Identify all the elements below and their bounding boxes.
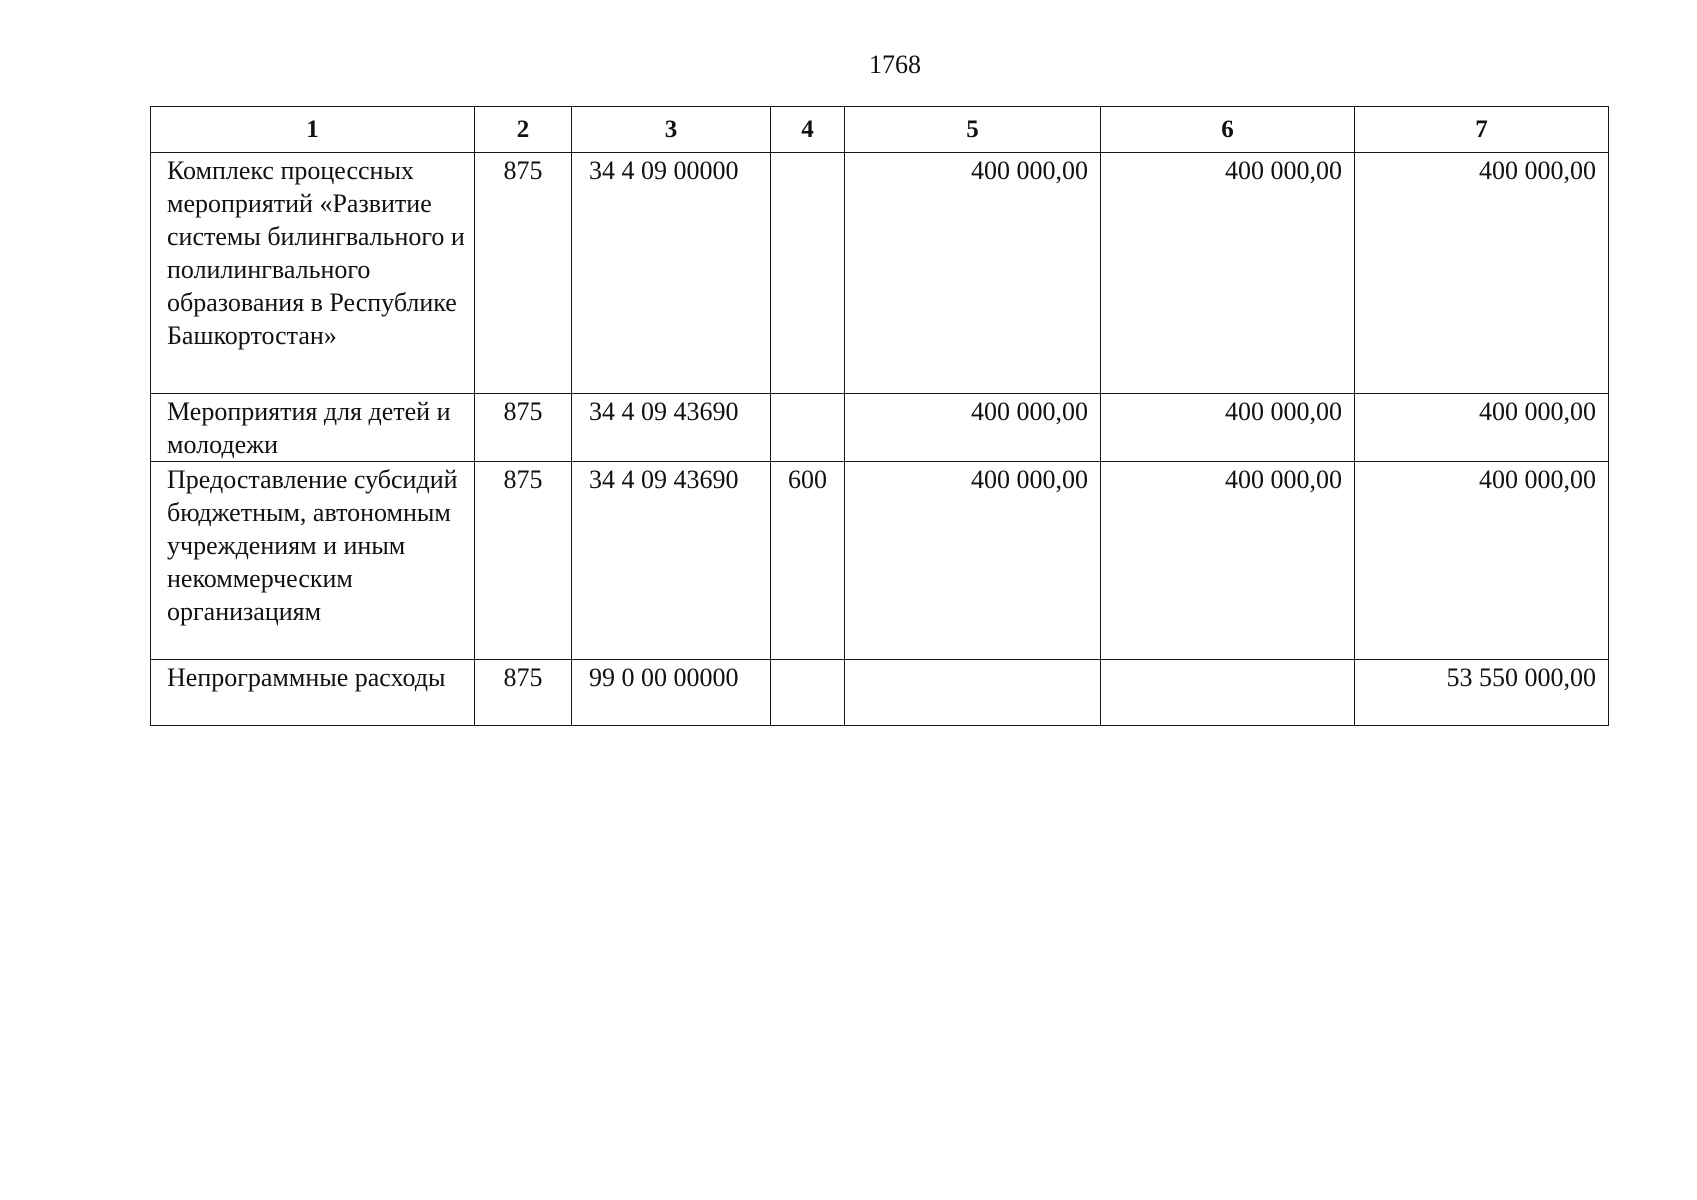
row-col7-cell: 400 000,00 [1355,394,1609,462]
row-name-cell: Непрограммные расходы [151,660,475,726]
row-col3-cell: 34 4 09 43690 [572,394,771,462]
row-col2-cell: 875 [475,462,572,660]
row-col5-cell [845,660,1101,726]
column-header-7: 7 [1355,107,1609,153]
row-col2-cell: 875 [475,394,572,462]
table-row [151,462,1609,660]
row-col4-cell [771,153,845,394]
row-col5-cell: 400 000,00 [845,153,1101,394]
row-col3-cell: 99 0 00 00000 [572,660,771,726]
row-name-cell: Комплекс процессных мероприятий «Развитие системы билингвального и полилингвального образования в Республике Башкортостан» [151,153,475,394]
table-row [151,394,1609,462]
table-header-row [151,107,1609,153]
row-col4-cell: 600 [771,462,845,660]
row-col6-cell [1101,660,1355,726]
row-col5-cell: 400 000,00 [845,462,1101,660]
row-col7-cell: 400 000,00 [1355,462,1609,660]
row-col5-cell: 400 000,00 [845,394,1101,462]
table-row [151,153,1609,394]
row-col6-cell: 400 000,00 [1101,153,1355,394]
table-row [151,660,1609,726]
column-header-2: 2 [475,107,572,153]
column-header-4: 4 [771,107,845,153]
row-col2-cell: 875 [475,660,572,726]
row-name-cell: Предоставление субсидий бюджетным, автономным учреждениям и иным некоммерческим организациям [151,462,475,660]
column-header-6: 6 [1101,107,1355,153]
row-col6-cell: 400 000,00 [1101,394,1355,462]
row-col3-cell: 34 4 09 00000 [572,153,771,394]
row-col3-cell: 34 4 09 43690 [572,462,771,660]
column-header-1: 1 [151,107,475,153]
row-col4-cell [771,660,845,726]
row-col2-cell: 875 [475,153,572,394]
page-number: 1768 [869,50,921,79]
column-header-5: 5 [845,107,1101,153]
column-header-3: 3 [572,107,771,153]
row-name-cell: Мероприятия для детей и молодежи [151,394,475,462]
row-col7-cell: 400 000,00 [1355,153,1609,394]
row-col6-cell: 400 000,00 [1101,462,1355,660]
row-col4-cell [771,394,845,462]
budget-table [150,106,1609,726]
row-col7-cell: 53 550 000,00 [1355,660,1609,726]
